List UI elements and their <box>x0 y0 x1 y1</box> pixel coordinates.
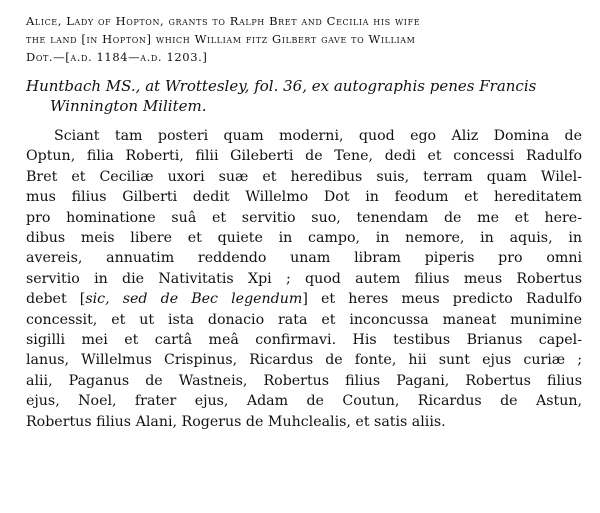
text-line <box>26 289 582 309</box>
heading-line-2: the land [in Hopton] which William fitz Gilbert gave to William <box>26 32 416 46</box>
text-line: Bret et Ceciliæ uxori suæ et heredibus suis, terram quam Wilel- <box>26 168 582 185</box>
text-line: alii, Paganus de Wastneis, Robertus filius Pagani, Robertus filius <box>26 372 582 389</box>
heading-line-1: Alice, Lady of Hopton, grants to Ralph Bret and Cecilia his wife <box>26 14 421 28</box>
text-line: mus filius Gilberti dedit Willelmo Dot in feodum et hereditatem <box>26 189 582 206</box>
text-line: concessit, et ut ista donacio rata et inconcussa maneat munimine <box>26 311 582 328</box>
charter-heading <box>26 12 582 66</box>
text-segment: debet [ <box>26 291 86 308</box>
text-line: dibus meis libere et quiete in campo, in nemore, in aquis, in <box>26 230 582 247</box>
source-line-2: Winnington Militem. <box>50 97 207 115</box>
source-line-1: Huntbach MS., at Wrottesley, fol. 36, ex autographis penes Francis <box>26 77 537 95</box>
text-line: pro hominatione suâ et servitio suo, tenendam de me et here- <box>26 209 582 226</box>
text-line: Sciant tam posteri quam moderni, quod ego Aliz Domina de <box>54 128 582 144</box>
text-line: ejus, Noel, frater ejus, Adam de Coutun, Ricardus de Astun, <box>26 393 582 410</box>
text-line: avereis, annuatim reddendo unam libram piperis pro omni <box>26 250 582 267</box>
charter-text <box>26 126 582 432</box>
editorial-note: sic, sed de Bec legendum <box>85 291 303 308</box>
text-line: Robertus filius Alani, Rogerus de Muhclealis, et satis aliis. <box>26 413 446 430</box>
text-segment: ] et heres meus predicto Radulfo <box>302 291 582 308</box>
heading-line-3: Dot.—[a.d. 1184—a.d. 1203.] <box>26 50 208 64</box>
source-citation <box>26 76 582 116</box>
text-line: lanus, Willelmus Crispinus, Ricardus de fonte, hii sunt ejus curiæ ; <box>26 352 582 369</box>
text-line: servitio in die Nativitatis Xpi ; quod autem filius meus Robertus <box>26 270 582 287</box>
text-line: sigilli mei et cartâ meâ confirmavi. His testibus Brianus capel- <box>26 332 582 349</box>
text-line: Optun, filia Roberti, filii Gileberti de Tene, dedi et concessi Radulfo <box>26 148 582 165</box>
